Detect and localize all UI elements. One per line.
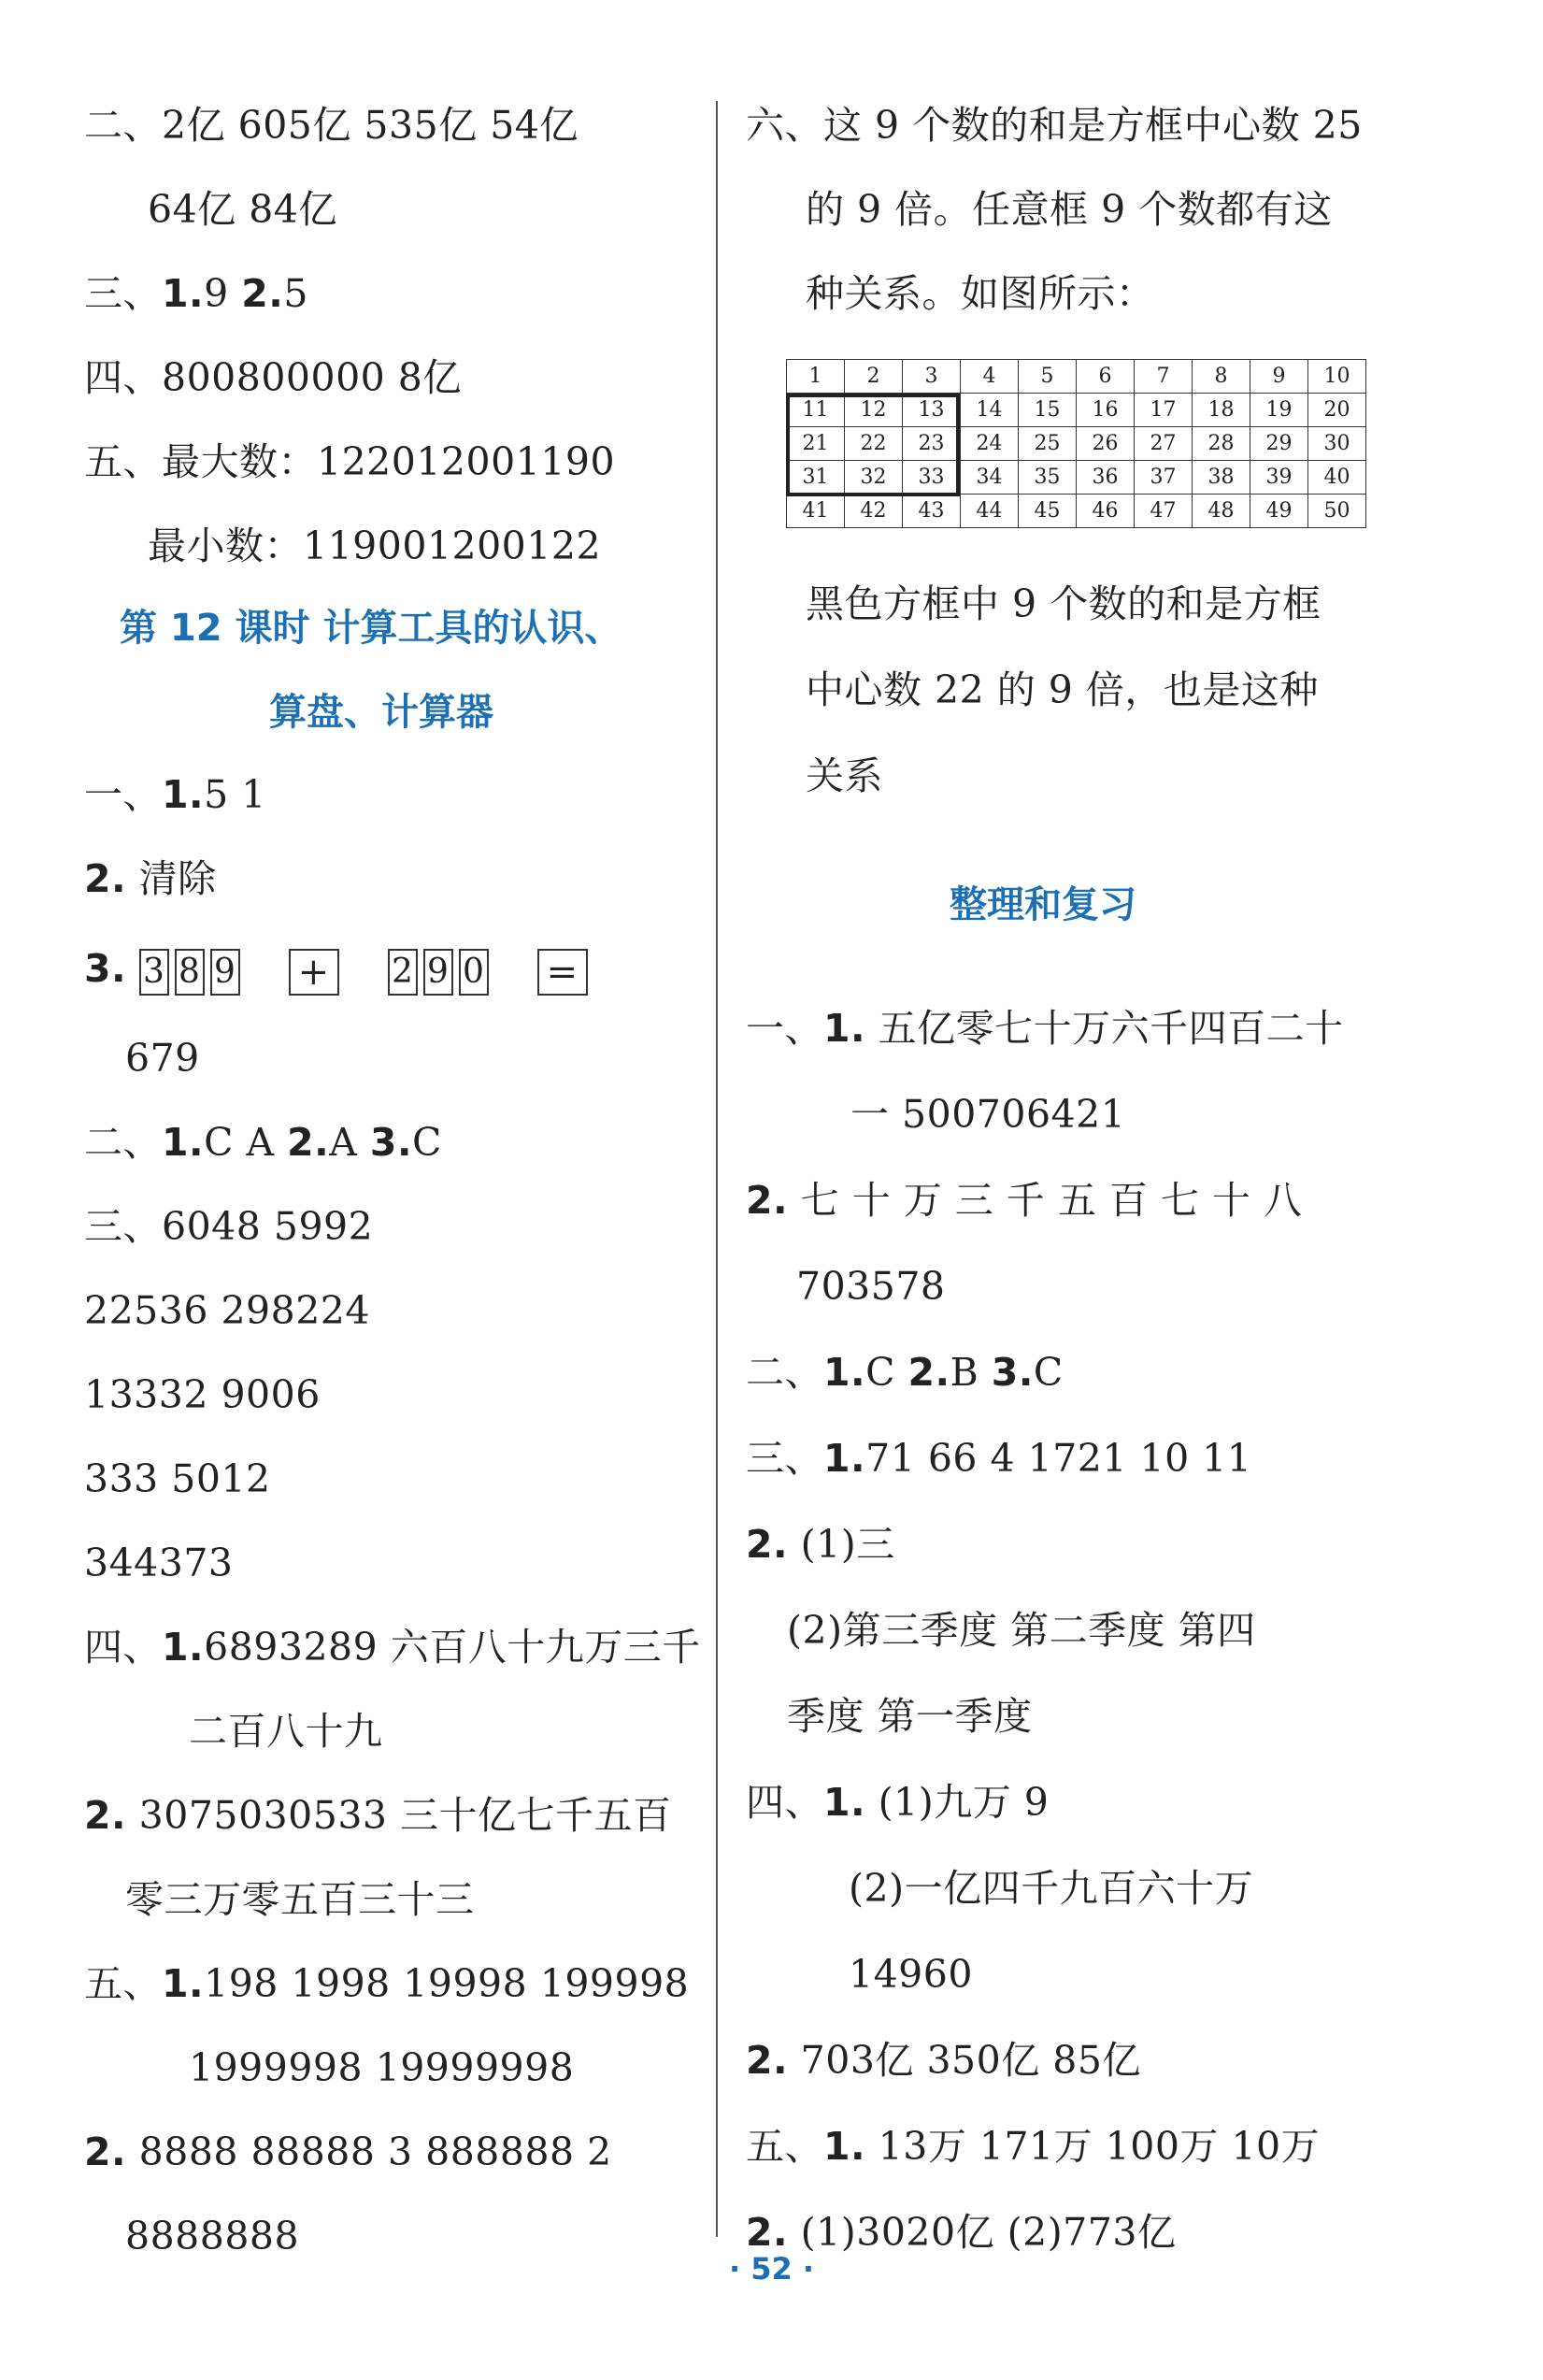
grid-cell: 13 (903, 394, 961, 427)
grid-cell: 2 (845, 360, 903, 394)
grid-cell: 26 (1077, 427, 1135, 461)
grid-cell: 30 (1308, 427, 1366, 461)
answer-line: 一 500706421 (850, 1092, 1126, 1137)
answer-line: 五、1. 13万 171万 100万 10万 (746, 2124, 1321, 2169)
answer-line: 13332 9006 (84, 1372, 321, 1417)
answer-line: 零三万零五百三十三 (125, 1877, 475, 1922)
key-3: 3 (139, 949, 169, 996)
grid-row (787, 495, 1366, 528)
answer-line: 14960 (849, 1952, 973, 1997)
number-grid (786, 359, 1366, 528)
grid-cell: 10 (1308, 360, 1366, 394)
grid-cell: 43 (903, 495, 961, 528)
answer-line: 六、这 9 个数的和是方框中心数 25 (746, 103, 1363, 148)
answer-line: 种关系。如图所示： (806, 271, 1155, 316)
grid-cell: 35 (1019, 461, 1077, 495)
answer-line: 五、最大数：122012001190 (84, 439, 616, 484)
answer-line: 22536 298224 (84, 1288, 370, 1333)
grid-cell: 46 (1077, 495, 1135, 528)
grid-cell: 4 (961, 360, 1019, 394)
answer-line: 2. 清除 (84, 856, 217, 901)
grid-cell: 15 (1019, 394, 1077, 427)
answer-line: (2)一亿四千九百六十万 (849, 1866, 1254, 1911)
grid-row (787, 427, 1366, 461)
grid-row (787, 461, 1366, 495)
answer-line: 五、1.198 1998 19998 199998 (84, 1961, 690, 2006)
grid-cell: 27 (1135, 427, 1193, 461)
grid-cell: 32 (845, 461, 903, 495)
key-equals: = (537, 949, 588, 996)
page-number: · 52 · (728, 2251, 815, 2287)
answer-line: 三、6048 5992 (84, 1204, 374, 1249)
key-9: 9 (423, 949, 453, 996)
answer-line: 二、1.C A 2.A 3.C (84, 1120, 442, 1165)
grid-cell: 45 (1019, 495, 1077, 528)
answer-line: 333 5012 (84, 1456, 271, 1501)
grid-cell: 19 (1250, 394, 1308, 427)
answer-line: 最小数：119001200122 (148, 523, 602, 568)
answer-line: 2. 703亿 350亿 85亿 (746, 2038, 1141, 2083)
answer-line: 四、1. (1)九万 9 (746, 1780, 1050, 1825)
grid-cell: 41 (787, 495, 845, 528)
answer-line: 2. (1)3020亿 (2)773亿 (746, 2210, 1177, 2255)
grid-cell: 21 (787, 427, 845, 461)
answer-line: 703578 (796, 1264, 946, 1309)
key-9: 9 (210, 949, 240, 996)
answer-line: 二、2亿 605亿 535亿 54亿 (84, 103, 579, 148)
grid-cell: 31 (787, 461, 845, 495)
answer-line: 1999998 19999998 (189, 2045, 575, 2090)
section-title: 整理和复习 (950, 883, 1136, 926)
grid-cell: 23 (903, 427, 961, 461)
grid-cell: 36 (1077, 461, 1135, 495)
key-2: 2 (388, 949, 418, 996)
answer-line: 关系 (806, 753, 883, 798)
grid-row (787, 394, 1366, 427)
answer-line: 二、1.C 2.B 3.C (746, 1350, 1064, 1395)
answer-line: 344373 (84, 1541, 234, 1585)
grid-cell: 20 (1308, 394, 1366, 427)
answer-line: 2. 3075030533 三十亿七千五百 (84, 1793, 672, 1838)
column-divider (716, 101, 718, 2237)
answer-line: 64亿 84亿 (148, 187, 337, 232)
key-0: 0 (459, 949, 489, 996)
answer-line: 三、1.71 66 4 1721 10 11 (746, 1436, 1252, 1481)
key-plus: + (289, 949, 339, 996)
grid-cell: 34 (961, 461, 1019, 495)
grid-cell: 14 (961, 394, 1019, 427)
grid-cell: 9 (1250, 360, 1308, 394)
grid-cell: 18 (1193, 394, 1250, 427)
grid-cell: 5 (1019, 360, 1077, 394)
grid-cell: 22 (845, 427, 903, 461)
grid-cell: 39 (1250, 461, 1308, 495)
grid-cell: 33 (903, 461, 961, 495)
grid-cell: 1 (787, 360, 845, 394)
grid-cell: 44 (961, 495, 1019, 528)
grid-cell: 48 (1193, 495, 1250, 528)
answer-line: 中心数 22 的 9 倍，也是这种 (806, 667, 1319, 712)
answer-line: 四、800800000 8亿 (84, 355, 462, 400)
grid-cell: 17 (1135, 394, 1193, 427)
section-title: 第 12 课时 计算工具的认识、 (120, 607, 622, 650)
grid-cell: 25 (1019, 427, 1077, 461)
answer-line: 黑色方框中 9 个数的和是方框 (806, 581, 1322, 626)
grid-cell: 49 (1250, 495, 1308, 528)
answer-line: 8888888 (125, 2214, 300, 2258)
answer-line: 2. 8888 88888 3 888888 2 (84, 2129, 612, 2174)
answer-line: 四、1.6893289 六百八十九万三千 (84, 1625, 701, 1670)
grid-cell: 47 (1135, 495, 1193, 528)
answer-line: 679 (125, 1036, 200, 1081)
grid-cell: 24 (961, 427, 1019, 461)
grid-row (787, 360, 1366, 394)
grid-cell: 50 (1308, 495, 1366, 528)
grid-cell: 8 (1193, 360, 1250, 394)
key-8: 8 (175, 949, 205, 996)
grid-cell: 12 (845, 394, 903, 427)
grid-cell: 38 (1193, 461, 1250, 495)
answer-line: 三、1.9 2.5 (84, 271, 308, 316)
answer-line: 二百八十九 (189, 1709, 383, 1754)
grid-cell: 6 (1077, 360, 1135, 394)
grid-cell: 40 (1308, 461, 1366, 495)
grid-cell: 42 (845, 495, 903, 528)
answer-line: 2. 七 十 万 三 千 五 百 七 十 八 (746, 1178, 1303, 1223)
answer-line: 一、1.5 1 (84, 772, 266, 817)
answer-line: 的 9 倍。任意框 9 个数都有这 (806, 187, 1333, 232)
grid-cell: 29 (1250, 427, 1308, 461)
grid-cell: 16 (1077, 394, 1135, 427)
answer-line: 一、1. 五亿零七十万六千四百二十 (746, 1006, 1344, 1051)
answer-line: 季度 第一季度 (787, 1694, 1033, 1739)
answer-line: 2. (1)三 (746, 1522, 895, 1567)
grid-cell: 7 (1135, 360, 1193, 394)
answer-line: (2)第三季度 第二季度 第四 (787, 1608, 1256, 1653)
grid-cell: 11 (787, 394, 845, 427)
grid-cell: 37 (1135, 461, 1193, 495)
grid-cell: 3 (903, 360, 961, 394)
section-title: 算盘、计算器 (269, 691, 493, 734)
grid-cell: 28 (1193, 427, 1250, 461)
calculator-keys-line: 3. 3 8 9 + 2 9 0 = (84, 942, 593, 996)
